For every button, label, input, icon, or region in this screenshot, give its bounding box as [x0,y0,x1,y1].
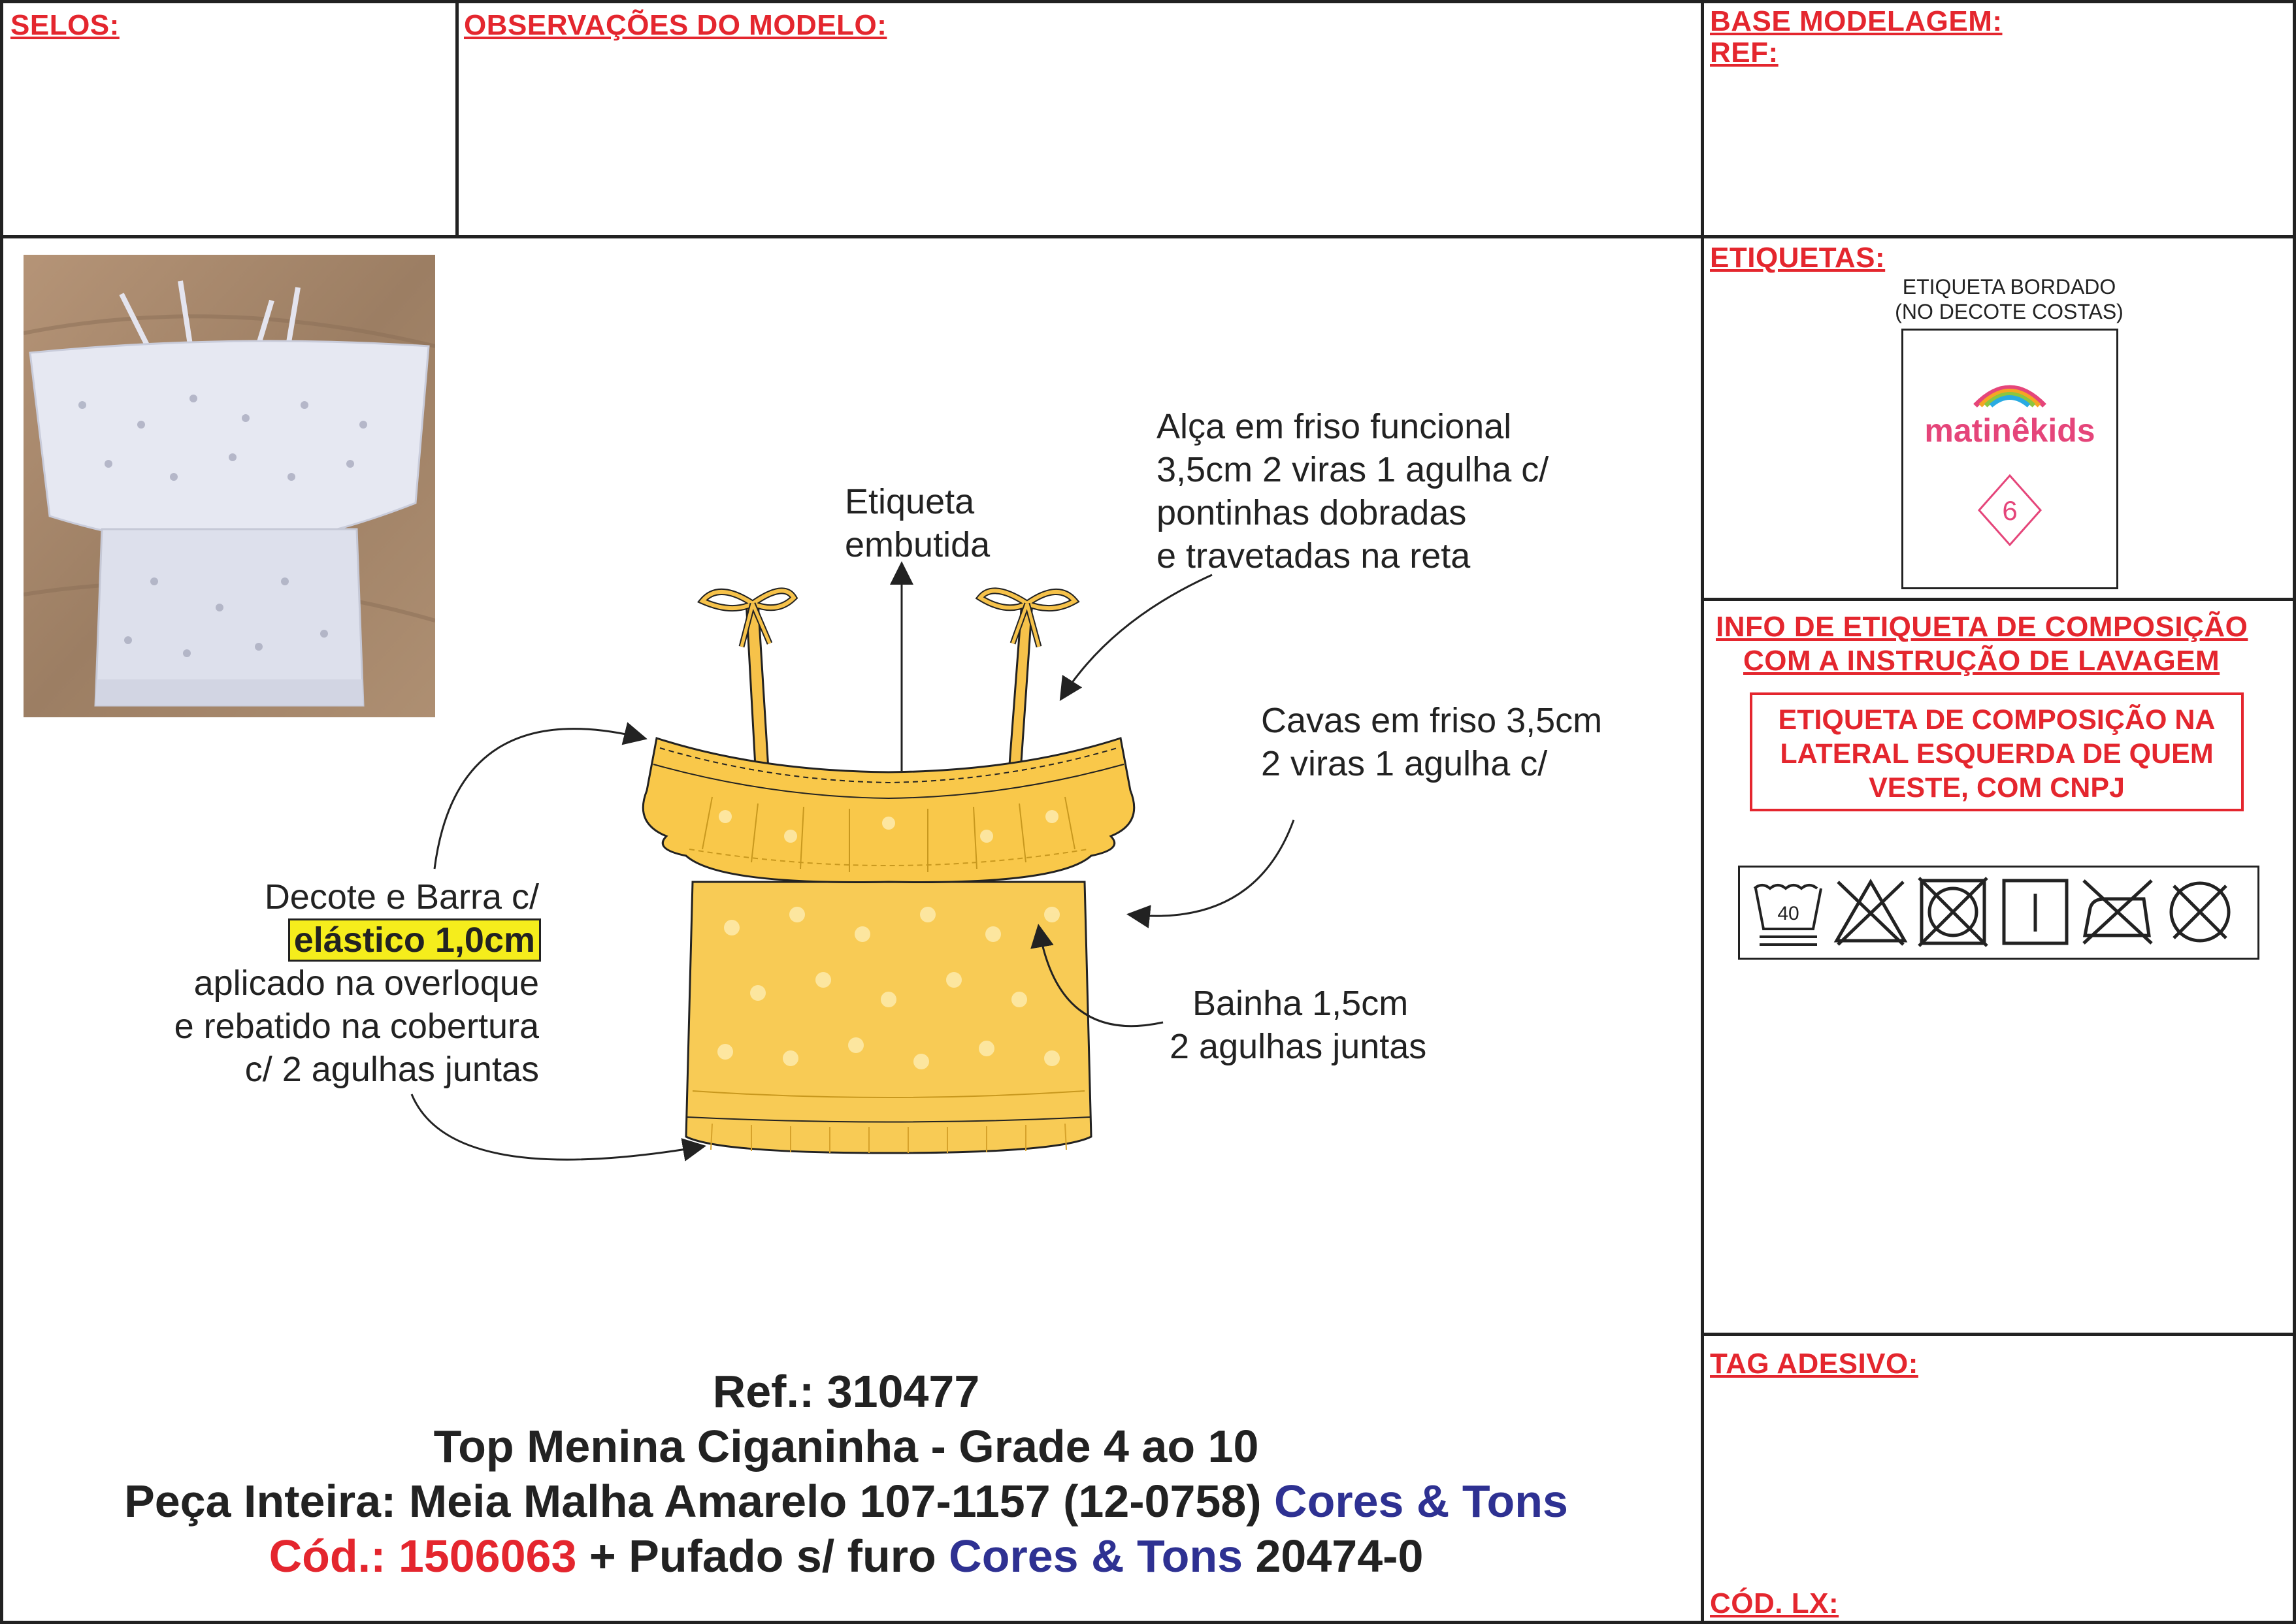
border-right [2293,0,2296,1624]
product-code [0,1529,1692,1583]
annotation-alca [1156,405,1549,577]
annotation-alca-line1: Alça em friso funcional [1156,407,1512,446]
annotation-decote-line5: c/ 2 agulhas juntas [244,1050,539,1089]
wash-40-icon [1749,875,1828,950]
annotation-cavas-line1: Cavas em friso 3,5cm [1261,701,1603,740]
label-caption-line2: (NO DECOTE COSTAS) [1895,300,2124,323]
cod-lx-header: CÓD. LX: [1710,1587,1839,1619]
cod-end: 20474-0 [1243,1531,1424,1582]
annotation-bainha-line1: Bainha 1,5cm [1192,984,1409,1023]
annotation-decote-line3: aplicado na overloque [193,964,539,1003]
info-etiqueta-header-line2: COM A INSTRUÇÃO DE LAVAGEM [1743,645,2220,677]
composition-line3: VESTE, COM CNPJ [1869,772,2125,804]
info-etiqueta-header-line1: INFO DE ETIQUETA DE COMPOSIÇÃO [1716,611,2248,643]
annotation-alca-line4: e travetadas na reta [1156,536,1471,576]
annotation-etiqueta [845,480,990,566]
tag-adesivo-header: TAG ADESIVO: [1710,1348,1918,1380]
no-bleach-icon [1831,875,1910,950]
etiquetas-header: ETIQUETAS: [1710,242,1886,274]
annotation-decote-line4: e rebatido na cobertura [174,1007,539,1046]
label-caption-line1: ETIQUETA BORDADO [1902,275,2116,299]
annotation-cavas-line2: 2 viras 1 agulha c/ [1261,744,1548,783]
cod-label: Cód.: 1506063 [269,1531,577,1582]
divider-tag [1701,1333,2296,1336]
composition-line2: LATERAL ESQUERDA DE QUEM [1780,738,2214,770]
ref-header: REF: [1710,37,1779,69]
product-name: Top Menina Ciganinha - Grade 4 ao 10 [433,1421,1259,1472]
observacoes-header: OBSERVAÇÕES DO MODELO: [464,9,887,41]
brand-logo [1903,331,2116,587]
svg-text:matinêkids: matinêkids [1924,412,2095,449]
fabric-prefix: Peça Inteira: Meia Malha Amarelo 107-1157 (12-0758) [124,1476,1275,1527]
divider-right-column [1701,0,1704,1624]
annotation-decote [131,875,539,1091]
fabric-supplier: Cores & Tons [1274,1476,1568,1527]
svg-text:40: 40 [1777,903,1799,924]
product-ref: Ref.: 310477 [712,1366,980,1417]
selos-header: SELOS: [10,9,120,41]
cod-mid: + Pufado s/ furo [576,1531,949,1582]
cod-supplier: Cores & Tons [949,1531,1243,1582]
annotation-etiqueta-line2: embutida [845,525,991,564]
base-modelagem-header: BASE MODELAGEM: [1710,5,2003,37]
annotation-bainha-line2: 2 agulhas juntas [1170,1027,1427,1066]
composition-note [1750,692,2244,811]
no-tumble-dry-icon [1914,875,1992,950]
composition-line1: ETIQUETA DE COMPOSIÇÃO NA [1778,704,2216,736]
line-dry-icon [1996,875,2075,950]
divider-etiquetas [1701,598,2296,601]
product-fabric [0,1474,1692,1529]
label-size: 6 [2002,495,2018,526]
annotation-cavas [1261,699,1602,785]
annotation-etiqueta-line1: Etiqueta [845,482,975,521]
care-symbols [1738,866,2259,960]
annotation-bainha [1170,982,1426,1068]
annotation-alca-line2: 3,5cm 2 viras 1 agulha c/ [1156,450,1549,489]
label-caption [1829,274,2189,324]
annotation-alca-line3: pontinhas dobradas [1156,493,1467,532]
elastic-highlight: elástico 1,0cm [290,920,539,960]
no-iron-icon [2078,875,2157,950]
no-dry-clean-icon [2161,875,2239,950]
embroidered-label [1901,329,2118,589]
annotation-decote-line1: Decote e Barra c/ [264,877,539,917]
